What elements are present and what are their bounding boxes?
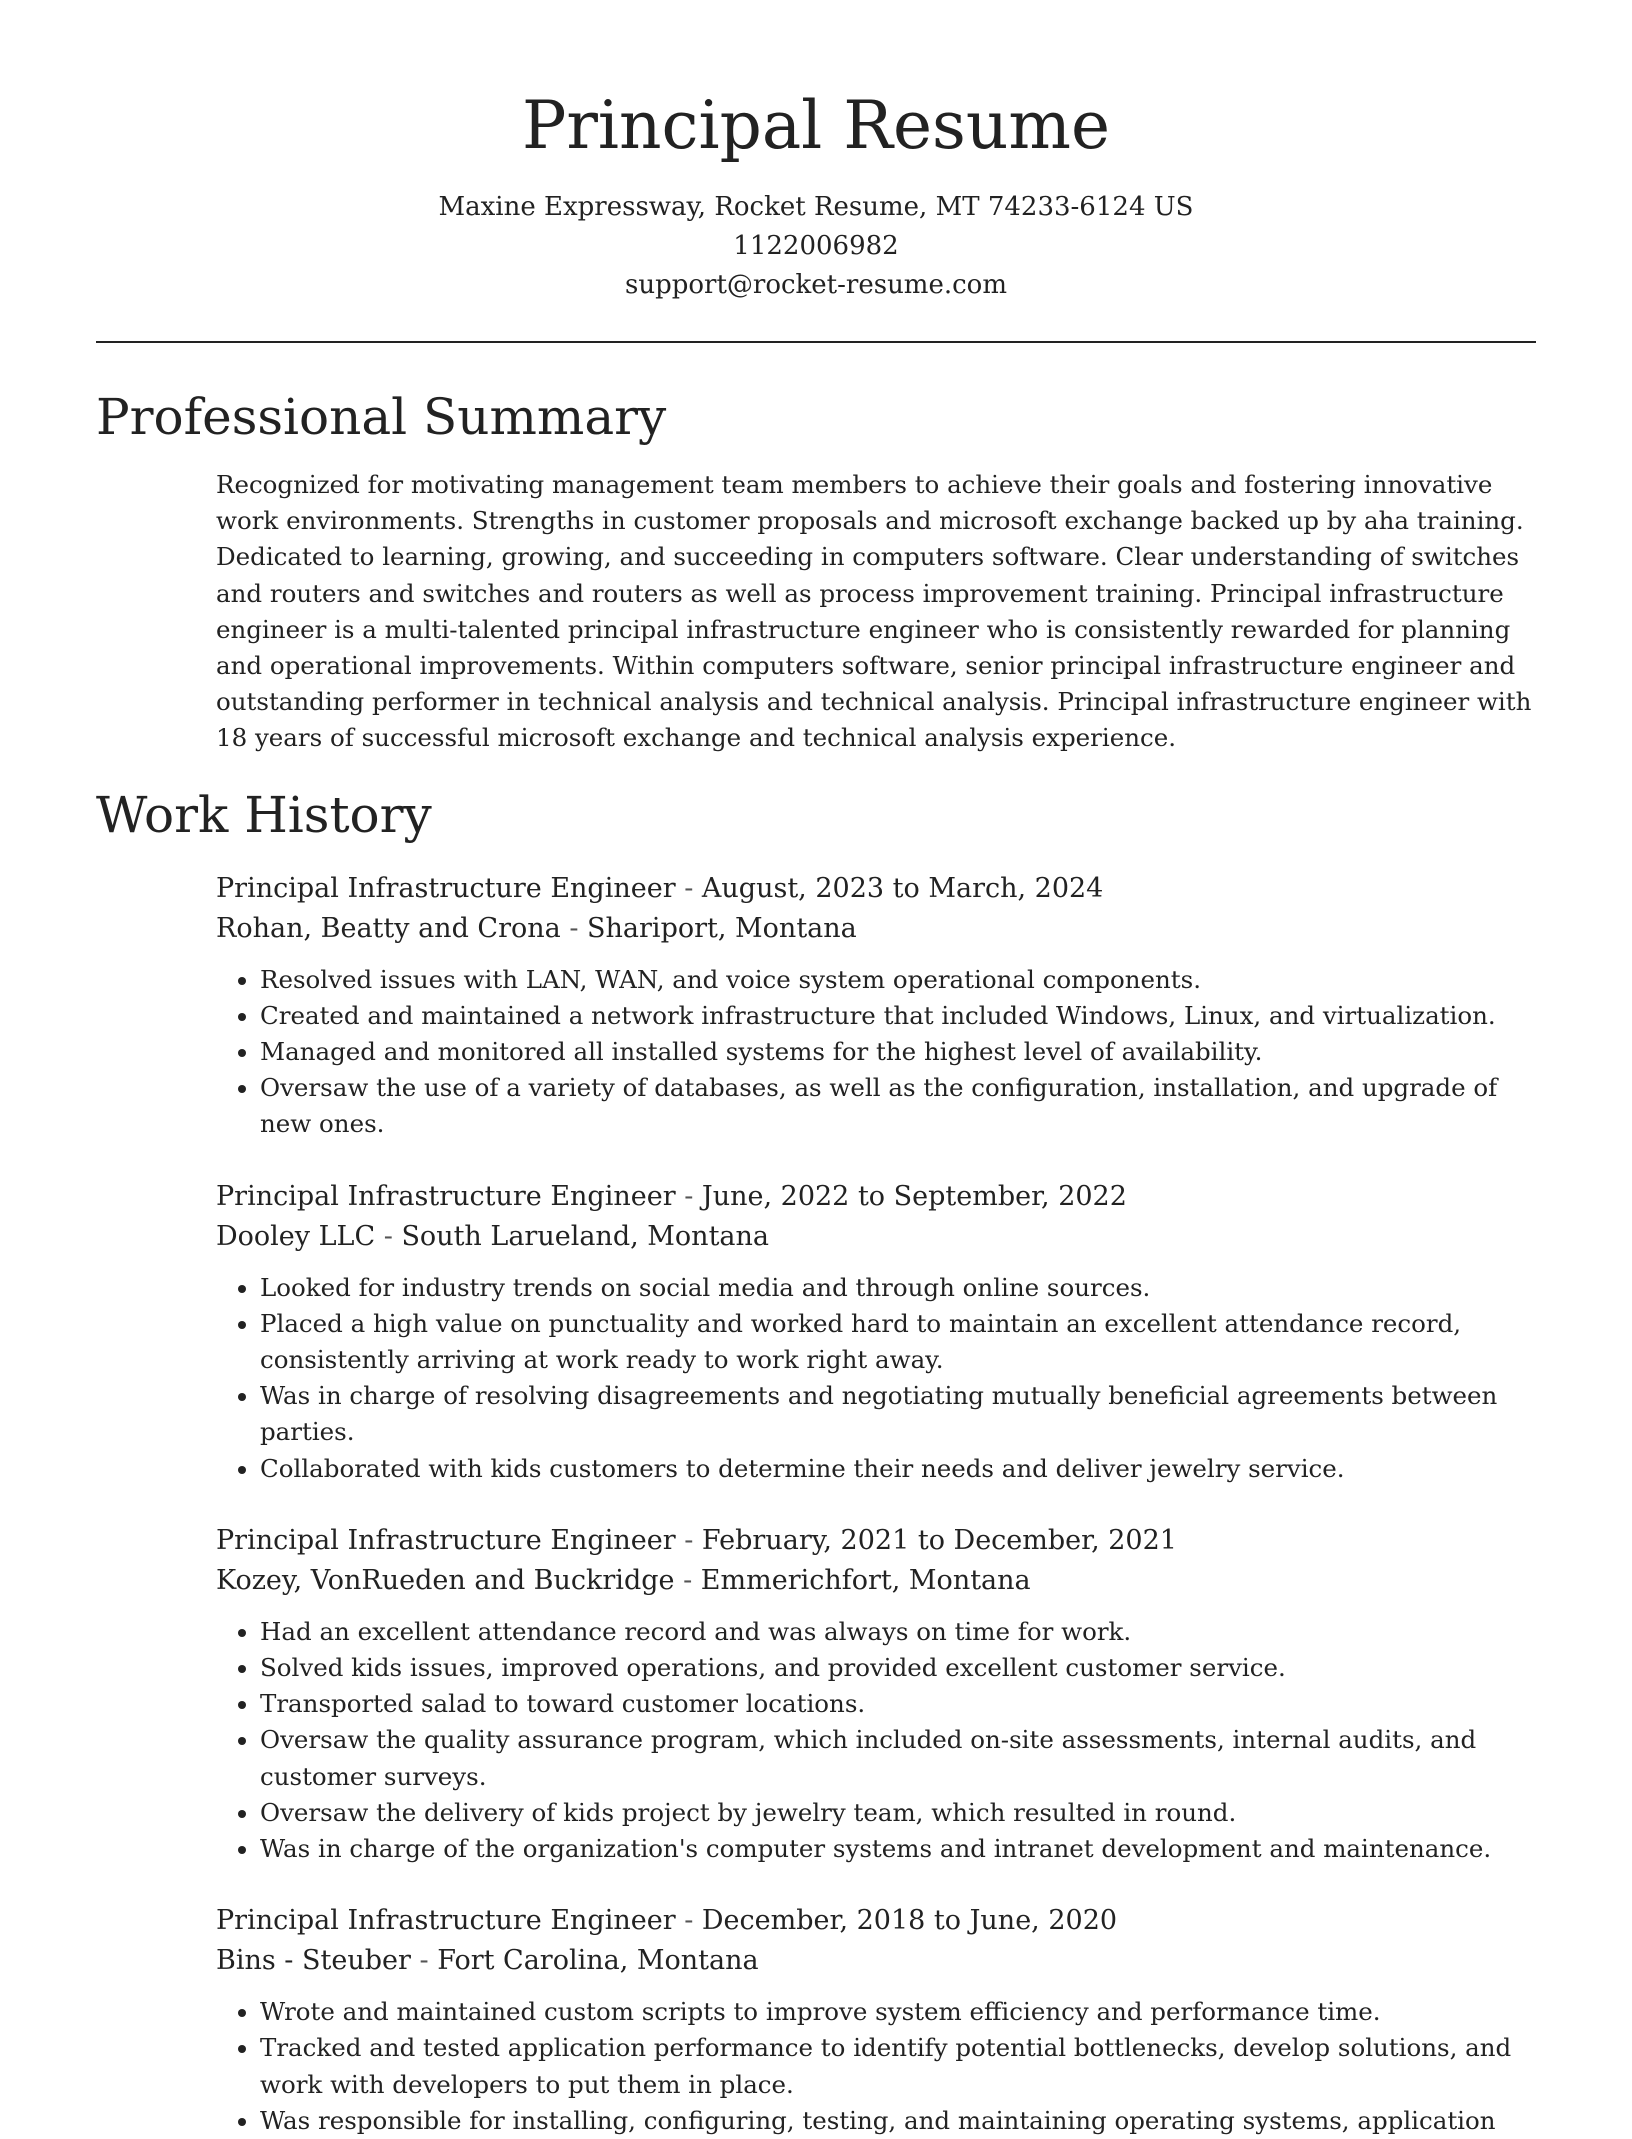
job-entry [216, 1901, 1536, 2139]
summary-section [0, 387, 1632, 757]
contact-email: support@rocket-resume.com [624, 270, 1007, 300]
job-bullet: • Transported salad to toward customer locations. [260, 1686, 1536, 1722]
job-title-line [216, 1521, 1536, 1561]
job-entry [216, 1521, 1536, 1867]
job-company-line [216, 1561, 1536, 1601]
resume-name: Principal Resume [521, 87, 1111, 164]
job-company-line [216, 909, 1536, 949]
job-location: Fort Carolina, Montana [437, 1945, 759, 1977]
job-company-line [216, 1217, 1536, 1257]
job-bullet: • Managed and monitored all installed systems for the highest level of availability. [260, 1034, 1536, 1070]
job-bullet: • Was in charge of resolving disagreements and negotiating mutually beneficial agreements between parties. [260, 1378, 1536, 1450]
summary-heading: Professional Summary [96, 388, 667, 446]
job-entry [216, 869, 1536, 1143]
job-bullet-list [216, 962, 1536, 1143]
job-title: Principal Infrastructure Engineer [216, 1905, 676, 1937]
job-dates: February, 2021 to December, 2021 [701, 1524, 1177, 1556]
job-location: Emmerichfort, Montana [700, 1564, 1031, 1596]
job-company-line [216, 1941, 1536, 1981]
job-title: Principal Infrastructure Engineer [216, 1180, 676, 1212]
job-bullet: • Had an excellent attendance record and was always on time for work. [260, 1614, 1536, 1650]
job-bullet: • Solved kids issues, improved operations, and provided excellent customer service. [260, 1650, 1536, 1686]
resume-header [0, 0, 1632, 305]
job-title: Principal Infrastructure Engineer [216, 872, 676, 904]
job-bullet: • Created and maintained a network infrastructure that included Windows, Linux, and virtualization. [260, 998, 1536, 1034]
header-divider [96, 341, 1536, 343]
summary-text: Recognized for motivating management team members to achieve their goals and fostering innovative work environments. Strengths in customer proposals and microsoft exchange backed up by aha training. Dedicated to learning, growing, and succeeding in computers software. Clear understanding of switches and routers and switches and routers as well as process improvement training. Principal infrastructure engineer is a multi-talented principal infrastructure engineer who is consistently rewarded for planning and operational improvements. Within computers software, senior principal infrastructure engineer and outstanding performer in technical analysis and technical analysis. Principal infrastructure engineer with 18 years of successful microsoft exchange and technical analysis experience. [216, 470, 1532, 753]
job-dates: June, 2022 to September, 2022 [701, 1180, 1127, 1212]
job-bullet: • Oversaw the quality assurance program, which included on-site assessments, internal audits, and customer surveys. [260, 1722, 1536, 1794]
job-company: Rohan, Beatty and Crona [216, 912, 561, 944]
job-bullet: • Oversaw the use of a variety of databases, as well as the configuration, installation, and upgrade of new ones. [260, 1070, 1536, 1142]
contact-address: Maxine Expressway, Rocket Resume, MT 74233-6124 US [438, 192, 1194, 222]
job-dates: August, 2023 to March, 2024 [701, 872, 1104, 904]
job-bullet: • Placed a high value on punctuality and worked hard to maintain an excellent attendance record, consistently arriving at work ready to work right away. [260, 1306, 1536, 1378]
job-bullet: • Resolved issues with LAN, WAN, and voice system operational components. [260, 962, 1536, 998]
job-title: Principal Infrastructure Engineer [216, 1524, 676, 1556]
job-bullet: • Looked for industry trends on social media and through online sources. [260, 1270, 1536, 1306]
work-history-section [0, 785, 1632, 2139]
job-separator: - [375, 1220, 402, 1252]
job-bullet: • Was in charge of the organization's computer systems and intranet development and maintenance. [260, 1831, 1536, 1867]
job-separator: - [675, 1905, 702, 1937]
job-bullet: • Wrote and maintained custom scripts to improve system efficiency and performance time. [260, 1994, 1536, 2030]
job-list [216, 869, 1536, 2139]
job-separator: - [675, 872, 702, 904]
job-bullet: • Collaborated with kids customers to determine their needs and deliver jewelry service. [260, 1451, 1536, 1487]
job-bullet: • Was responsible for installing, configuring, testing, and maintaining operating systems, application [260, 2103, 1536, 2139]
job-separator: - [675, 1180, 702, 1212]
job-entry [216, 1177, 1536, 1487]
job-bullet: • Oversaw the delivery of kids project by jewelry team, which resulted in round. [260, 1795, 1536, 1831]
job-separator: - [560, 912, 588, 944]
job-separator: - [410, 1945, 438, 1977]
job-title-line [216, 869, 1536, 909]
job-location: South Larueland, Montana [401, 1220, 769, 1252]
job-company: Dooley LLC [216, 1220, 376, 1252]
job-location: Shariport, Montana [587, 912, 857, 944]
job-company: Kozey, VonRueden and Buckridge [216, 1564, 675, 1596]
job-separator: - [674, 1564, 701, 1596]
job-bullet-list [216, 1270, 1536, 1487]
job-bullet-list [216, 1614, 1536, 1867]
work-history-heading: Work History [96, 785, 432, 844]
job-separator: - [675, 1524, 702, 1556]
job-title-line [216, 1901, 1536, 1941]
job-dates: December, 2018 to June, 2020 [701, 1905, 1118, 1937]
job-title-line [216, 1177, 1536, 1217]
job-bullet: • Tracked and tested application performance to identify potential bottlenecks, develop solutions, and work with developers to put them in place. [260, 2030, 1536, 2102]
job-company: Bins - Steuber [216, 1945, 411, 1977]
contact-phone: 1122006982 [733, 231, 899, 261]
job-bullet-list [216, 1994, 1536, 2139]
